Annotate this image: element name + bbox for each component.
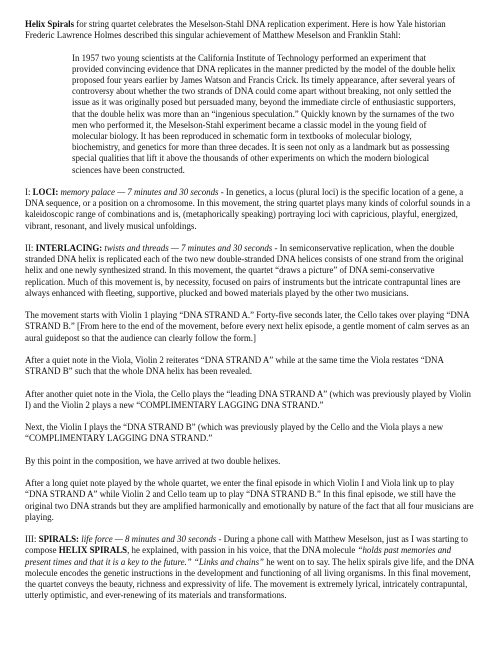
- movement-1-numeral: I:: [25, 187, 33, 198]
- movement-1-paragraph: [25, 187, 476, 232]
- movement-2-text: - In semiconservative replication, when the double stranded DNA helix is replicated each of the two new double-stranded DNA helices consists of one strand from the original helix and one newly synthesized strand. In this movement, the quartet “draws a picture” of DNA semi-conservative replication. Much of this movement is, by necessity, focused on pairs of instruments but the intricate contrapuntal lines are always enhanced with fleeting, supportive, plucked and bowed materials played by the other two musicians.: [25, 243, 464, 298]
- movement-2-numeral: II:: [25, 243, 36, 254]
- next-violin-paragraph: Next, the Violin I plays the “DNA STRAND B” (which was previously played by the Cello and the Viola plays a new “COMPLIMENTARY LAGGING DNA STRAND.”: [25, 422, 444, 444]
- movement-2-subtitle: twists and threads — 7 minutes and 30 seconds: [102, 243, 273, 254]
- intro-paragraph: [25, 19, 476, 41]
- movement-1-name: LOCI:: [32, 187, 59, 198]
- movement-1-text: - In genetics, a locus (plural loci) is the specific location of a gene, a DNA sequence, or a position on a chromosome. In this movement, the string quartet plays many kinds of colorful sounds in a kaleidoscopic range of combinations and is, (metaphorically speaking) portraying loci with capricious, playful, energized, vibrant, resonant, and lively musical unfoldings.: [25, 187, 471, 231]
- meselson-quote-1: “holds past memories and present times and that it is a key to the future.”: [25, 545, 452, 567]
- final-episode-paragraph: After a long quiet note played by the whole quartet, we enter the final episode in which Violin I and Viola link up to play “DNA STRAND A” while Violin 2 and Cello team up to play “DNA STRAND B.” In this final episode, we still have the original two DNA strands but they are amplified harmonically and emotionally by nature of the fact that all four musicians are playing.: [25, 478, 474, 522]
- meselson-quote-2: “Links and chains”: [193, 556, 264, 567]
- movement-3-numeral: III:: [25, 534, 39, 545]
- double-helixes-paragraph: By this point in the composition, we have arrived at two double helixes.: [25, 455, 281, 466]
- movement-3-text-2: , he explained, with passion in his voice, that the DNA molecule: [127, 545, 358, 556]
- another-quiet-note-paragraph: After another quiet note in the Viola, the Cello plays the “leading DNA STRAND A” (which was previously played by Violin I) and the Violin 2 plays a new “COMPLIMENTARY LAGGING DNA STRAND.”: [25, 388, 471, 410]
- movement-start-paragraph: The movement starts with Violin 1 playing “DNA STRAND A.” Forty-five seconds later, the Cello takes over playing “DNA STRAND B.” [From here to the end of the movement, before every next helix episode, a gentle moment of calm serves as an aural guidepost so that the audience can clearly follow the form.]: [25, 310, 470, 343]
- movement-2-paragraph: [25, 243, 476, 299]
- movement-3-name: SPIRALS:: [38, 534, 80, 545]
- movement-3-piece-title: HELIX SPIRALS: [58, 545, 128, 556]
- movement-2-name: INTERLACING:: [35, 243, 103, 254]
- movement-3-text-4: he went on to say. The helix spirals give life, and the DNA molecule encodes the genetic instructions in the development and functioning of all living organisms. In this final movement, the quartet conveys the beauty, richness and expressivity of life. The movement is extremely lyrical, intricately contrapuntal, utterly optimistic, and ever-renewing of its materials and transformations.: [25, 556, 474, 601]
- movement-3-subtitle: life force — 8 minutes and 30 seconds: [79, 534, 217, 545]
- holmes-quote: In 1957 two young scientists at the California Institute of Technology performed an experiment that provided convincing evidence that DNA replicates in the manner predicted by the model of the double helix proposed four years earlier by James Watson and Francis Crick. Its timely appearance, after several years of controversy about whether the two strands of DNA could come apart without breaking, not only settled the issue as it was originally posed but persuaded many, beyond the immediate circle of enthusiastic supporters, that the double helix was more than an “ingenious speculation.” Quickly known by the surnames of the two men who performed it, the Meselson-Stahl experiment became a classic model in the young field of molecular biology. It has been reproduced in schematic form in textbooks of molecular biology, biochemistry, and genetics for more than three decades. It is seen not only as a landmark but as possessing special qualities that lift it above the thousands of other experiments on which the modern biological sciences have been constructed.: [72, 52, 456, 175]
- intro-text: for string quartet celebrates the Meselson-Stahl DNA replication experiment. Here is how Yale historian Frederic Lawrence Holmes described this singular achievement of Matthew Meselson and Franklin Stahl:: [25, 19, 446, 41]
- movement-1-subtitle: memory palace — 7 minutes and 30 seconds: [58, 187, 219, 198]
- viola-paragraph: After a quiet note in the Viola, Violin 2 reiterates “DNA STRAND A” while at the same time the Viola restates “DNA STRAND B” such that the whole DNA helix has been revealed.: [25, 355, 444, 377]
- movement-3-text-1: - During a phone call with Matthew Meselson, just as I was starting to compose: [25, 534, 468, 556]
- piece-title: Helix Spirals: [25, 19, 75, 29]
- movement-3-paragraph: [25, 534, 476, 601]
